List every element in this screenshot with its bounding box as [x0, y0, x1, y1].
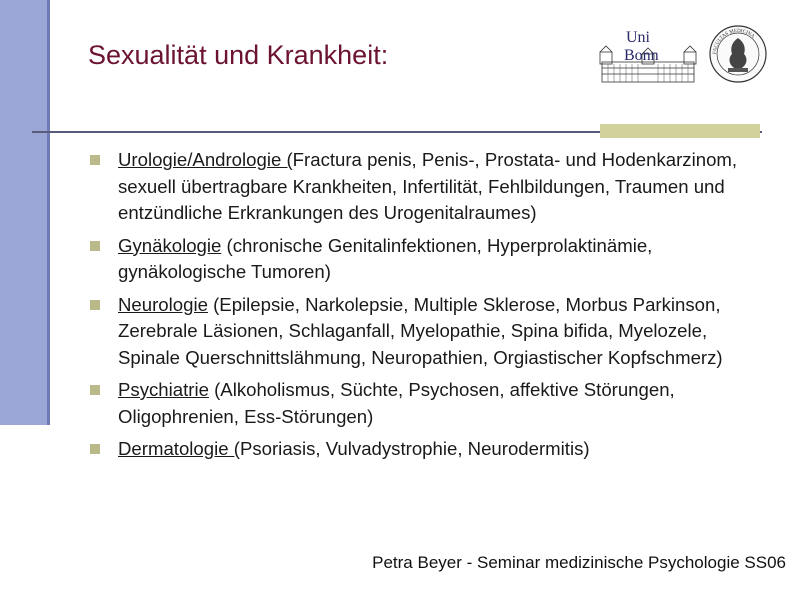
- desc-urologie: Fractura penis, Penis-, Prostata- und Hodenkarzinom, sexuell übertragbare Krankheiten, Infertilität, Fehlbildungen, Traumen und entzündliche Erkrankungen des Urogenitalraumes): [118, 149, 738, 223]
- logo-text-uni: Uni: [626, 29, 650, 46]
- square-bullet-icon: [90, 444, 100, 454]
- square-bullet-icon: [90, 241, 100, 251]
- square-bullet-icon: [90, 155, 100, 165]
- desc-neurologie: (Epilepsie, Narkolepsie, Multiple Sklerose, Morbus Parkinson, Zerebrale Läsionen, Schlaganfall, Myelopathie, Spina bifida, Myelozele, Spinale Querschnittslähmung, Neuropathien, Orgiastischer Kopfschmerz): [118, 293, 723, 368]
- medical-faculty-seal: [708, 24, 768, 84]
- square-bullet-icon: [90, 300, 100, 310]
- slide-title: Sexualität und Krankheit:: [88, 40, 389, 70]
- topic-list: [90, 147, 750, 469]
- term-urologie: Urologie/Andrologie (: [118, 149, 293, 170]
- desc-gynaekologie: (chronische Genitalinfektionen, Hyperprolaktinämie, gynäkologische Tumoren): [118, 234, 653, 282]
- square-bullet-icon: [90, 385, 100, 395]
- left-accent-bar: [0, 0, 50, 425]
- decorative-olive-block: [600, 124, 760, 138]
- desc-psychiatrie: (Alkoholismus, Süchte, Psychosen, affektive Störungen, Oligophrenien, Ess-Störungen): [118, 379, 675, 427]
- term-gynaekologie: Gynäkologie: [118, 234, 222, 256]
- desc-dermatologie: Psoriasis, Vulvadystrophie, Neurodermitis): [239, 438, 590, 459]
- term-psychiatrie: Psychiatrie: [118, 379, 209, 400]
- university-building-logo: [598, 24, 698, 86]
- slide-footer: Petra Beyer - Seminar medizinische Psychologie SS06: [372, 553, 786, 572]
- list-item-dermatologie: [90, 436, 750, 463]
- logo-text-bonn: Bonn: [624, 47, 659, 64]
- list-item-gynaekologie: [90, 233, 750, 286]
- list-item-neurologie: [90, 292, 750, 372]
- term-neurologie: Neurologie: [118, 293, 208, 315]
- term-dermatologie: Dermatologie (: [118, 438, 240, 459]
- list-item-urologie: [90, 147, 750, 227]
- list-item-psychiatrie: [90, 377, 750, 430]
- seal-text: FACULTAS MEDICINA: [712, 28, 756, 55]
